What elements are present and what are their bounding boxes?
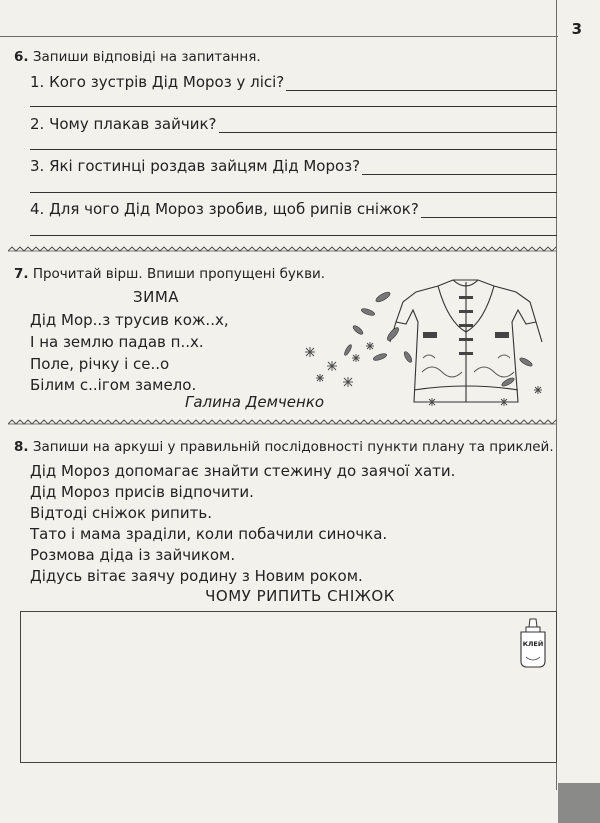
task8-heading: [14, 439, 554, 455]
plan-item-2: Дід Мороз присів відпочити.: [30, 483, 254, 501]
glue-label: КЛЕЙ: [522, 640, 544, 648]
question-row-3: [30, 157, 557, 175]
question-2: 2. Чому плакав зайчик?: [30, 115, 217, 133]
page-number: 3: [571, 20, 582, 38]
question-row-2: [30, 115, 557, 133]
question-row-1: [30, 73, 557, 91]
task7-number: 7.: [14, 266, 29, 282]
question-4: 4. Для чого Дід Мороз зробив, щоб рипів сніжок?: [30, 200, 419, 218]
top-rule: [0, 36, 558, 37]
answer-line-3[interactable]: [362, 160, 557, 175]
poem-line-1: Дід Мор..з трусив кож..х,: [30, 311, 229, 329]
plan-item-6: Дідусь вітає заячу родину з Новим роком.: [30, 567, 363, 585]
poem-line-3: Поле, річку і се..о: [30, 355, 170, 373]
task7-instruction: Прочитай вірш. Впиши пропущені букви.: [32, 266, 326, 282]
question-row-4: [30, 200, 557, 218]
task8-instruction: Запиши на аркуші у правильній послідовності пункти плану та приклей.: [32, 439, 554, 455]
poem-line-4: Білим с..ігом замело.: [30, 376, 197, 394]
poem-line-2: І на землю падав п..х.: [30, 333, 204, 351]
answer-line-3b[interactable]: [30, 192, 557, 193]
question-3: 3. Які гостинці роздав зайцям Дід Мороз?: [30, 157, 361, 175]
paste-answer-box[interactable]: [20, 611, 557, 763]
plan-item-3: Відтоді сніжок рипить.: [30, 504, 212, 522]
answer-heading: ЧОМУ РИПИТЬ СНІЖОК: [205, 587, 395, 605]
fur-coat-illustration: [298, 262, 556, 412]
answer-line-4[interactable]: [421, 203, 557, 218]
answer-line-2b[interactable]: [30, 149, 557, 150]
answer-line-4b[interactable]: [30, 235, 557, 236]
task6-number: 6.: [14, 49, 29, 65]
task7-heading: [14, 266, 325, 282]
plan-item-4: Тато і мама зраділи, коли побачили синочка.: [30, 525, 388, 543]
task6-instruction: Запиши відповіді на запитання.: [32, 49, 261, 65]
plan-item-1: Дід Мороз допомагає знайти стежину до заячої хати.: [30, 462, 456, 480]
answer-line-2[interactable]: [219, 118, 558, 133]
ornament-divider-2: [8, 419, 556, 429]
task8-number: 8.: [14, 439, 29, 455]
glue-bottle-icon: [516, 617, 550, 669]
question-1: 1. Кого зустрів Дід Мороз у лісі?: [30, 73, 285, 91]
poem-author: Галина Демченко: [185, 393, 325, 411]
poem-title: ЗИМА: [133, 288, 180, 306]
plan-item-5: Розмова діда із зайчиком.: [30, 546, 236, 564]
ornament-divider-1: [8, 246, 556, 256]
answer-line-1b[interactable]: [30, 106, 557, 107]
task6-heading: [14, 49, 261, 65]
corner-block: [558, 783, 600, 823]
answer-line-1[interactable]: [286, 76, 557, 91]
